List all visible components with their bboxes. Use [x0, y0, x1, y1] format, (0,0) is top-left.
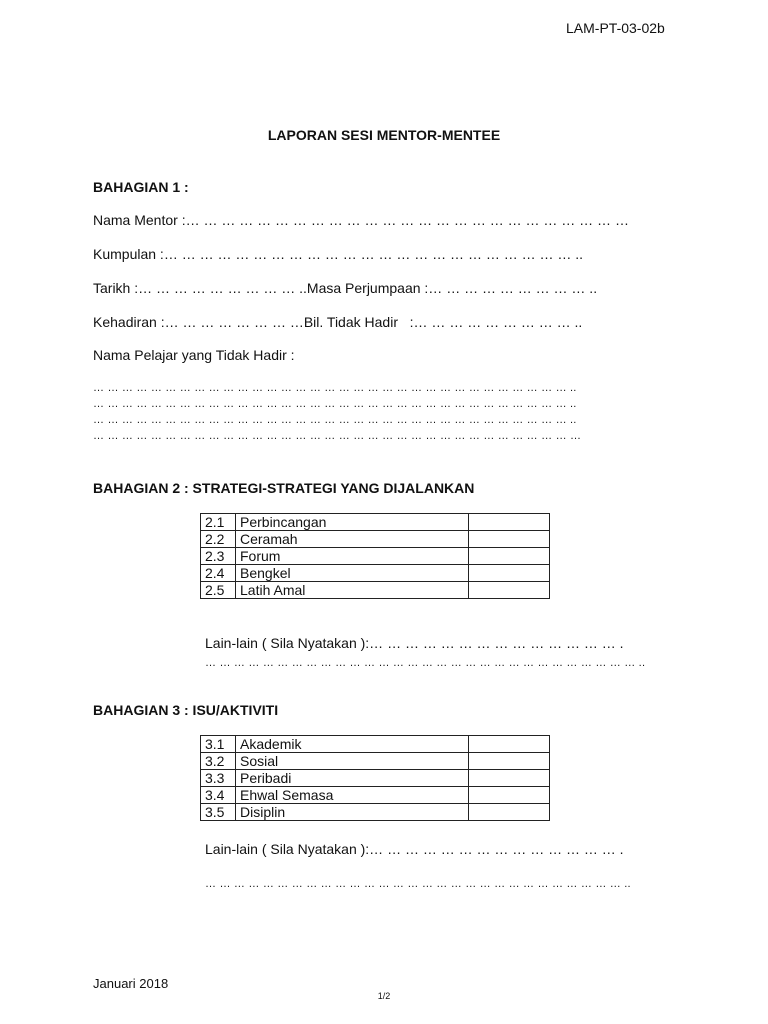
- row-number: 2.2: [201, 531, 236, 548]
- table-row: [201, 804, 550, 821]
- dotted-line: … … … … … … … … … … … … … … … … … … … … … … … … … … … … … … … … … ..: [93, 382, 577, 394]
- row-label: Perbincangan: [236, 514, 469, 531]
- row-mark-cell: [469, 548, 550, 565]
- document-code: LAM-PT-03-02b: [566, 20, 665, 36]
- row-mark-cell: [469, 787, 550, 804]
- row-number: 3.1: [201, 736, 236, 753]
- row-mark-cell: [469, 770, 550, 787]
- row-number: 2.1: [201, 514, 236, 531]
- row-label: Peribadi: [236, 770, 469, 787]
- row-label: Ehwal Semasa: [236, 787, 469, 804]
- row-label: Latih Amal: [236, 582, 469, 599]
- row-number: 3.4: [201, 787, 236, 804]
- table-row: [201, 736, 550, 753]
- row-mark-cell: [469, 753, 550, 770]
- table-row: [201, 753, 550, 770]
- issues-table: [200, 735, 550, 821]
- group-field: Kumpulan :… … … … … … … … … … … … … … … … … … … … … … … ..: [93, 246, 584, 262]
- section3-heading: BAHAGIAN 3 : ISU/AKTIVITI: [93, 702, 279, 718]
- row-number: 2.5: [201, 582, 236, 599]
- table-row: [201, 770, 550, 787]
- row-label: Sosial: [236, 753, 469, 770]
- table-row: [201, 582, 550, 599]
- section2-heading: BAHAGIAN 2 : STRATEGI-STRATEGI YANG DIJALANKAN: [93, 480, 475, 496]
- row-number: 3.5: [201, 804, 236, 821]
- dotted-line: … … … … … … … … … … … … … … … … … … … … … … … … … … … … … … … … … ..: [93, 414, 577, 426]
- row-label: Akademik: [236, 736, 469, 753]
- row-mark-cell: [469, 514, 550, 531]
- table-row: [201, 531, 550, 548]
- page-number: 1/2: [377, 991, 391, 1001]
- dotted-line: … … … … … … … … … … … … … … … … … … … … … … … … … … … … … … … … … ..: [93, 398, 577, 410]
- row-mark-cell: [469, 531, 550, 548]
- dotted-line: … … … … … … … … … … … … … … … … … … … … … … … … … … … … … ..: [205, 878, 631, 890]
- row-label: Forum: [236, 548, 469, 565]
- other-specify-field: Lain-lain ( Sila Nyatakan ):… … … … … … … … … … … … … … .: [205, 841, 624, 857]
- table-row: [201, 514, 550, 531]
- page-title: LAPORAN SESI MENTOR-MENTEE: [267, 127, 501, 143]
- dotted-line: … … … … … … … … … … … … … … … … … … … … … … … … … … … … … … ..: [205, 657, 646, 669]
- table-row: [201, 548, 550, 565]
- row-number: 3.2: [201, 753, 236, 770]
- strategy-table: [200, 513, 550, 599]
- row-mark-cell: [469, 736, 550, 753]
- row-label: Ceramah: [236, 531, 469, 548]
- row-number: 3.3: [201, 770, 236, 787]
- dotted-line: … … … … … … … … … … … … … … … … … … … … … … … … … … … … … … … … … …: [93, 430, 582, 442]
- row-number: 2.3: [201, 548, 236, 565]
- table-row: [201, 787, 550, 804]
- other-specify-field: Lain-lain ( Sila Nyatakan ):… … … … … … … … … … … … … … .: [205, 635, 624, 651]
- row-mark-cell: [469, 582, 550, 599]
- section1-heading: BAHAGIAN 1 :: [93, 179, 189, 195]
- row-label: Bengkel: [236, 565, 469, 582]
- absent-students-label: Nama Pelajar yang Tidak Hadir :: [93, 347, 295, 363]
- table-row: [201, 565, 550, 582]
- date-time-field: Tarikh :… … … … … … … … … ..Masa Perjumpaan :… … … … … … … … … ..: [93, 280, 598, 296]
- row-number: 2.4: [201, 565, 236, 582]
- mentor-name-field: Nama Mentor :… … … … … … … … … … … … … … … … … … … … … … … … …: [93, 212, 629, 228]
- footer-date: Januari 2018: [93, 976, 169, 991]
- row-label: Disiplin: [236, 804, 469, 821]
- row-mark-cell: [469, 565, 550, 582]
- row-mark-cell: [469, 804, 550, 821]
- attendance-field: Kehadiran :… … … … … … … …Bil. Tidak Hadir :… … … … … … … … … ..: [93, 314, 583, 330]
